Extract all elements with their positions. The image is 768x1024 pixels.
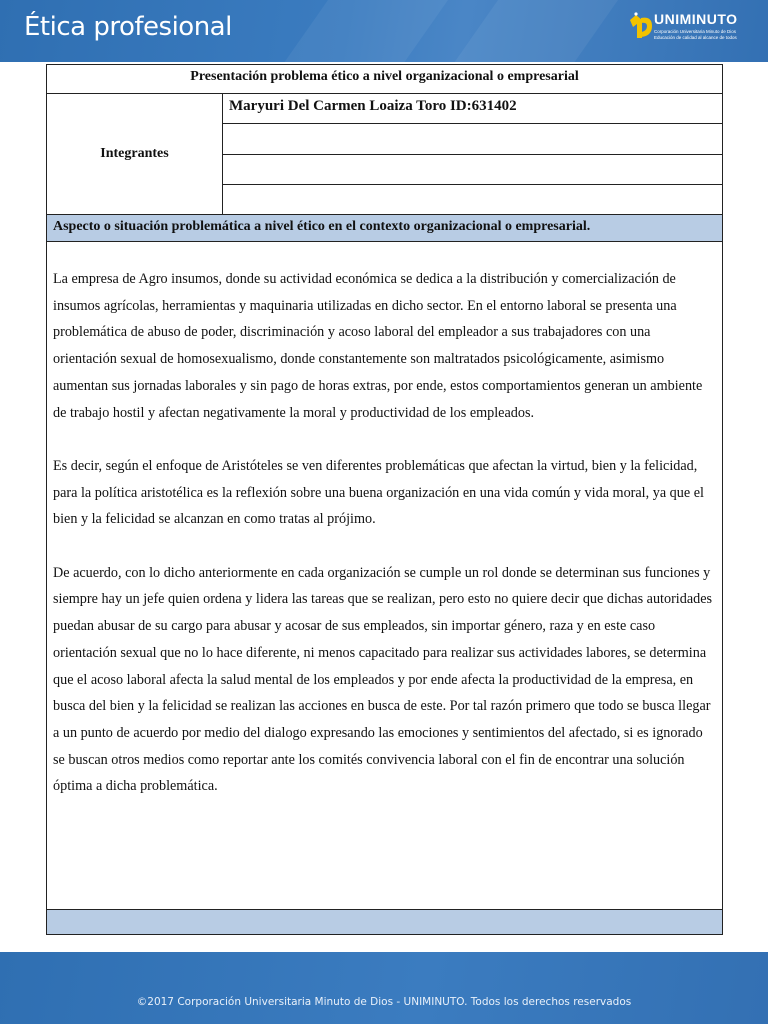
body-cell — [47, 242, 723, 910]
problem-presentation-table — [46, 64, 723, 935]
header-decoration — [244, 0, 476, 62]
header-decoration — [414, 0, 646, 62]
logo-wordmark: UNIMINUTO — [654, 11, 738, 27]
uniminuto-mark-icon — [628, 12, 654, 42]
members-label: Integrantes — [47, 94, 223, 215]
body-text — [47, 242, 722, 800]
paragraph: De acuerdo, con lo dicho anteriormente en cada organización se cumple un rol donde se determinan sus funciones y siempre hay un jefe quien ordena y lidera las tareas que se realizan, pero esto no quiere decir que dichas autoridades puedan abusar de su cargo para abusar y acosar de sus empleados, sin importar género, raza y en este caso orientación sexual que no lo hace diferente, ni menos capacitado para realizar sus actividades labores, se determina que el acoso laboral afecta la salud mental de los empleados y por ende afecta la productividad de la empresa, en busca del bien y la felicidad se realizan las acciones en busca de este. Por tal razón primero que todo se busca llegar a un punto de acuerdo por medio del dialogo expresando las emociones y sentimientos del afectado, si es ignorado se buscan otros medios como reportar ante los comités convivencia laboral con el fin de encontrar una solución óptima a dicha problemática. — [53, 564, 713, 795]
member-name — [223, 185, 723, 215]
uniminuto-logo — [628, 10, 750, 50]
paragraph: Es decir, según el enfoque de Aristóteles se ven diferentes problemáticas que afectan la virtud, bien y la felicidad, para la política aristotélica es la reflexión sobre una buena organización en una vida común y vida moral, ya que el bien y la felicidad se alcanzan en como tratas al prójimo. — [53, 457, 704, 528]
aspect-heading-row — [47, 215, 723, 242]
aspect-heading: Aspecto o situación problemática a nivel ético en el contexto organizacional o empresarial. — [47, 215, 723, 242]
table-footer-row — [47, 910, 723, 935]
member-name: Maryuri Del Carmen Loaiza Toro ID:631402 — [223, 94, 723, 124]
member-name — [223, 124, 723, 155]
logo-tagline: Educación de calidad al alcance de todos — [654, 35, 737, 40]
member-name — [223, 155, 723, 185]
body-row — [47, 242, 723, 910]
paragraph: La empresa de Agro insumos, donde su actividad económica se dedica a la distribución y comercialización de insumos agrícolas, herramientas y maquinaria utilizadas en dicho sector. En el entorno laboral se presenta una problemática de abuso de poder, discriminación y acoso laboral del empleador a sus trabajadores con una orientación sexual de homosexualismo, donde constantemente son maltratados psicológicamente, asimismo aumentan sus jornadas laborales y sin pago de horas extras, por ende, estos comportamientos generan un ambiente de trabajo hostil y afectan negativamente la moral y productividad de los empleados. — [53, 271, 703, 421]
table-title-row — [47, 65, 723, 94]
logo-subline: Corporación Universitaria Minuto de Dios — [654, 29, 737, 34]
header-banner — [0, 0, 768, 62]
table-footer-bar — [47, 910, 723, 935]
course-title: Ética profesional — [24, 12, 232, 42]
copyright-text: ©2017 Corporación Universitaria Minuto de Dios - UNIMINUTO. Todos los derechos reservados — [136, 996, 632, 1008]
footer-banner — [0, 952, 768, 1024]
document-title: Presentación problema ético a nivel organizacional o empresarial — [47, 65, 723, 94]
member-row — [47, 94, 723, 124]
